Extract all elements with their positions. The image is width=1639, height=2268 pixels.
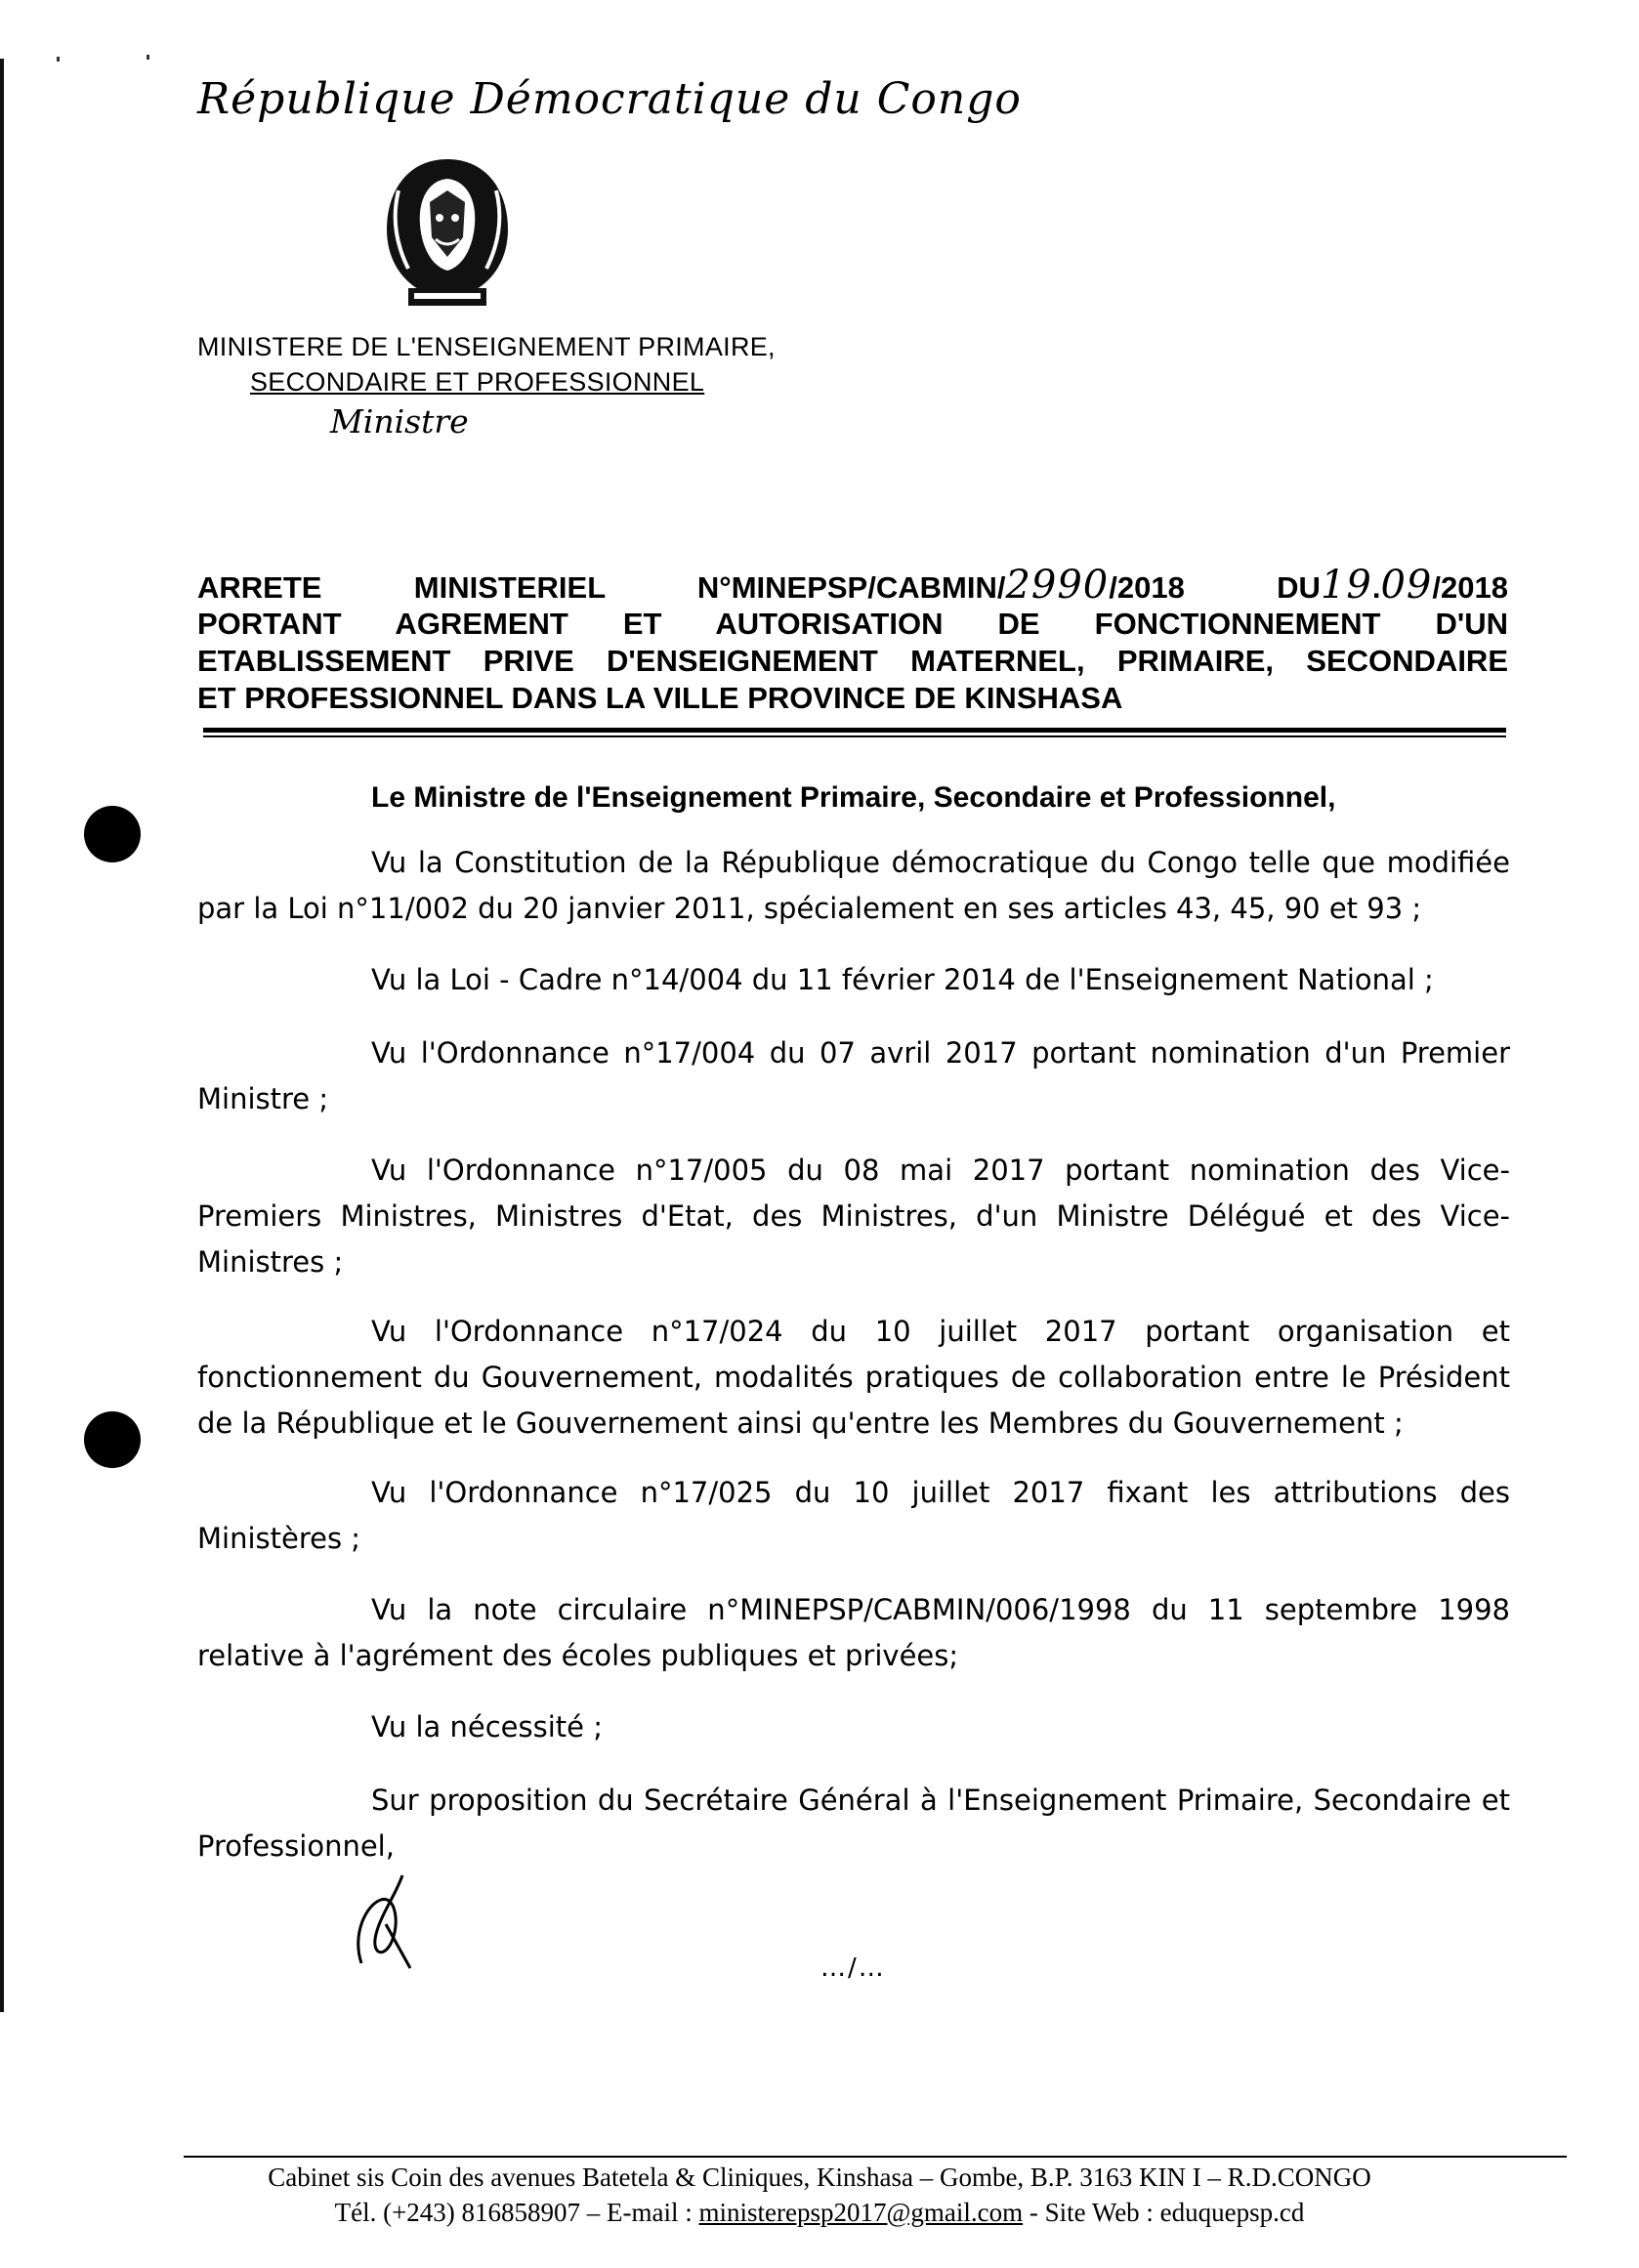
arrete-date: DU19.09/2018 bbox=[1277, 563, 1508, 608]
title-underline bbox=[203, 728, 1506, 733]
preamble-paragraph-proposition: Sur proposition du Secrétaire Général à l'Enseignement Primaire, Secondaire et Professionnel, bbox=[197, 1784, 1510, 1863]
preamble-paragraph-ordonnance-17-025: Vu l'Ordonnance n°17/025 du 10 juillet 2017 fixant les attributions des Ministères ; bbox=[197, 1476, 1510, 1555]
arrete-reference bbox=[696, 563, 1185, 608]
preamble-paragraph-ordonnance-17-024: Vu l'Ordonnance n°17/024 du 10 juillet 2017 portant organisation et fonctionnement du Gouvernement, modalités pratiques de collaboration entre le Président de la République et le Gouvernement ainsi qu'entre les Membres du Gouvernement ; bbox=[197, 1315, 1510, 1440]
handwritten-initials bbox=[342, 1866, 420, 1973]
ministry-name-line2: SECONDAIRE ET PROFESSIONNEL bbox=[250, 367, 705, 397]
coat-of-arms-icon bbox=[379, 151, 516, 313]
punch-hole bbox=[84, 1411, 141, 1468]
title-line-1 bbox=[197, 563, 1508, 608]
scan-edge-line bbox=[0, 59, 4, 2012]
preamble-paragraph-ordonnance-17-005: Vu l'Ordonnance n°17/005 du 08 mai 2017 portant nomination des Vice-Premiers Ministres, Ministres d'Etat, des Ministres, d'un Ministre Délégué et des Vice-Ministres ; bbox=[197, 1154, 1510, 1279]
reference-year: /2018 bbox=[1109, 570, 1185, 605]
footer-address: Cabinet sis Coin des avenues Batetela & Cliniques, Kinshasa – Gombe, B.P. 3163 KIN I – R.D.CONGO bbox=[268, 2163, 1371, 2192]
preamble-paragraph-loi-cadre: Vu la Loi - Cadre n°14/004 du 11 février 2014 de l'Enseignement National ; bbox=[371, 963, 1434, 996]
ministre-label: Ministre bbox=[330, 402, 469, 441]
title-line-3: ETABLISSEMENT PRIVE D'ENSEIGNEMENT MATERNEL, PRIMAIRE, SECONDAIRE bbox=[197, 644, 1508, 678]
punch-hole bbox=[84, 806, 141, 862]
footer-phone: Tél. (+243) 816858907 – E-mail : bbox=[334, 2198, 699, 2227]
handwritten-date-month: 09 bbox=[1380, 563, 1433, 608]
minister-intro: Le Ministre de l'Enseignement Primaire, Secondaire et Professionnel, bbox=[371, 781, 1336, 814]
title-underline-thin bbox=[203, 735, 1506, 737]
date-du: DU bbox=[1277, 570, 1321, 605]
title-line-4: ET PROFESSIONNEL DANS LA VILLE PROVINCE DE KINSHASA bbox=[197, 681, 1123, 715]
footer-rule bbox=[184, 2156, 1567, 2158]
preamble-paragraph-constitution: Vu la Constitution de la République démocratique du Congo telle que modifiée par la Loi n°11/002 du 20 janvier 2011, spécialement en ses articles 43, 45, 90 et 93 ; bbox=[197, 846, 1510, 925]
handwritten-date-day: 19 bbox=[1320, 563, 1372, 608]
preamble-paragraph-necessite: Vu la nécessité ; bbox=[371, 1710, 603, 1743]
preamble-paragraph-note-circulaire: Vu la note circulaire n°MINEPSP/CABMIN/006/1998 du 11 septembre 1998 relative à l'agrément des écoles publiques et privées; bbox=[197, 1593, 1510, 1672]
scan-speck bbox=[147, 55, 149, 60]
handwritten-reference-number: 2990 bbox=[1005, 563, 1110, 608]
footer-contact bbox=[0, 2198, 1639, 2228]
footer-website: - Site Web : eduquepsp.cd bbox=[1023, 2198, 1305, 2227]
ministry-name-line1: MINISTERE DE L'ENSEIGNEMENT PRIMAIRE, bbox=[197, 332, 776, 361]
footer-email-link[interactable]: ministerepsp2017@gmail.com bbox=[698, 2198, 1024, 2227]
title-arrete: ARRETE bbox=[197, 570, 322, 605]
date-year: /2018 bbox=[1432, 570, 1508, 605]
title-line-2: PORTANT AGREMENT ET AUTORISATION DE FONCTIONNEMENT D'UN bbox=[197, 607, 1508, 641]
scan-speck bbox=[57, 57, 60, 62]
page-continuation-mark: …/… bbox=[820, 1953, 886, 1983]
title-ministeriel: MINISTERIEL bbox=[413, 570, 606, 605]
preamble-paragraph-ordonnance-17-004: Vu l'Ordonnance n°17/004 du 07 avril 2017 portant nomination d'un Premier Ministre ; bbox=[197, 1036, 1510, 1115]
republic-heading: République Démocratique du Congo bbox=[197, 74, 1022, 124]
reference-prefix: N°MINEPSP/CABMIN/ bbox=[696, 570, 1006, 605]
